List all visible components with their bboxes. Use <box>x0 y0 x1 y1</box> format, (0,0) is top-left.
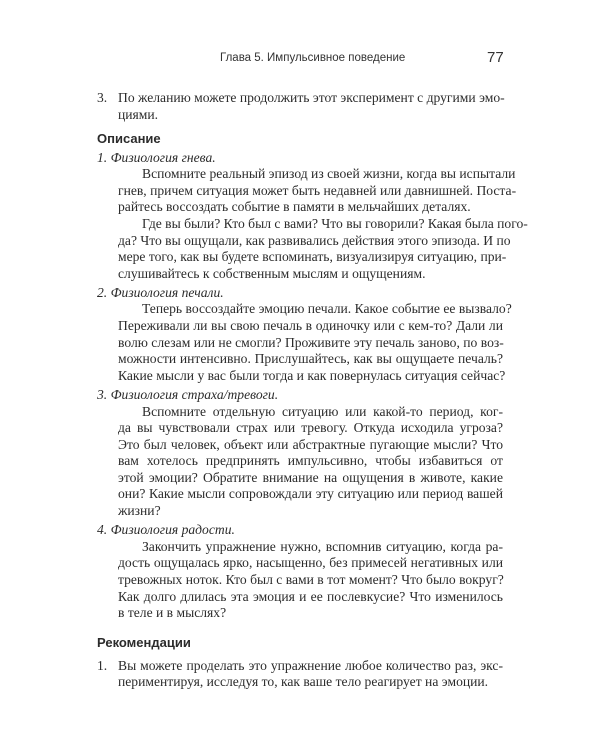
text-line: Вы можете проделать это упражнение любое количество раз, экс- <box>118 657 503 673</box>
text-line: слушивайтесь к собственным мыслям и ощущениям. <box>118 265 426 281</box>
text-line: периментируя, исследуя то, как ваше тело реагирует на эмоции. <box>118 674 489 690</box>
text-line: дость ощущалась ярко, насыщенно, без примесей негативных или <box>118 555 503 571</box>
text-line: Закончить упражнение нужно, вспомнив ситуацию, когда ра- <box>142 538 503 554</box>
text-line: волю слезам или не смогли? Проживите эту печаль заново, по воз- <box>118 334 504 350</box>
text-line: да вы чувствовали страх или тревогу. Откуда исходила угроза? <box>118 420 503 436</box>
exercise-subsection <box>97 284 512 385</box>
subsection-title: 1. Физиология гнева. <box>97 149 216 165</box>
text-line: Переживали ли вы свою печаль в одиночку или с кем-то? Дали ли <box>118 318 503 334</box>
text-line: Вспомните отдельную ситуацию или какой-то период, ког- <box>142 403 503 419</box>
text-line: этой эмоции? Обратите внимание на ощущения в животе, какие <box>118 469 503 485</box>
text-line: вам хотелось предпринять импульсивно, чтобы избавиться от <box>118 453 503 469</box>
text-line: Как долго длилась эта эмоция и ее послевкусие? Что изменилось <box>118 588 503 604</box>
list-number: 1. <box>97 657 108 673</box>
text-line: Это был человек, объект или абстрактные пугающие мысли? Что <box>118 436 503 452</box>
subsection-title: 3. Физиология страха/тревоги. <box>97 386 279 402</box>
subsection-title: 4. Физиология радости. <box>97 522 235 538</box>
exercise-subsection <box>97 522 503 622</box>
text-line: жизни? <box>118 503 161 519</box>
text-line: тревожных ноток. Кто был с вами в тот момент? Что было вокруг? <box>118 571 504 587</box>
section-heading: Описание <box>97 131 161 146</box>
section-heading: Рекомендации <box>97 635 191 650</box>
list-number: 3. <box>97 90 108 105</box>
text-line: они? Какие мысли сопровождали эту ситуацию или период вашей <box>118 486 503 502</box>
text-line: Какие мысли у вас были тогда и как повернулась ситуация сейчас? <box>118 367 506 383</box>
exercise-subsection <box>97 387 503 520</box>
text-line: По желанию можете продолжить этот эксперимент с другими эмо- <box>118 90 505 105</box>
text-line: да? Что вы ощущали, как развивались действия этого эпизода. И по <box>118 232 511 248</box>
recommendations-section <box>97 635 503 691</box>
text-line: гнев, причем ситуация может быть недавней или давнишней. Поста- <box>118 182 517 198</box>
page-number: 77 <box>487 49 504 66</box>
chapter-title: Глава 5. Импульсивное поведение <box>220 52 406 64</box>
subsection-title: 2. Физиология печали. <box>97 284 224 300</box>
text-line: циями. <box>118 106 159 122</box>
exercise-subsection <box>97 149 528 283</box>
text-line: в теле и в мыслях? <box>118 605 227 621</box>
text-line: можности интенсивно. Прислушайтесь, как вы ощущаете печаль? <box>118 351 503 367</box>
list-item-3 <box>97 90 503 123</box>
text-line: мере того, как вы будете вспоминать, визуализируя ситуацию, при- <box>118 249 507 265</box>
text-line: Вспомните реальный эпизод из своей жизни, когда вы испытали <box>142 166 516 182</box>
description-section <box>97 131 528 624</box>
text-line: райтесь воссоздать событие в памяти в мельчайших деталях. <box>118 199 471 215</box>
list-item-1 <box>97 658 503 691</box>
text-line: Где вы были? Кто был с вами? Что вы говорили? Какая была пого- <box>142 215 528 231</box>
text-line: Теперь воссоздайте эмоцию печали. Какое событие ее вызвало? <box>142 301 512 317</box>
